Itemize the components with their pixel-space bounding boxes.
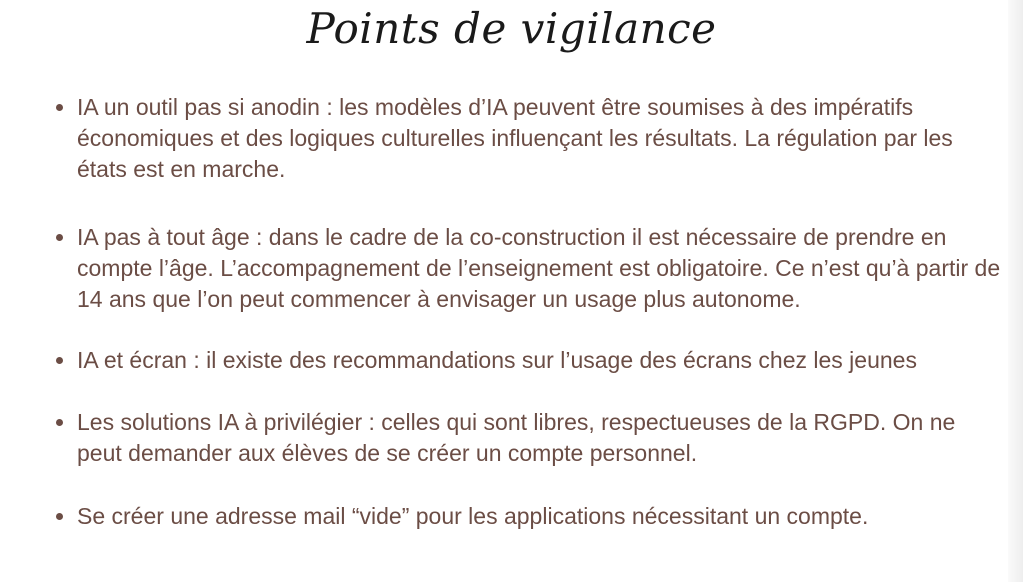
list-item-text: Les solutions IA à privilégier : celles qui sont libres, respectueuses de la RGPD. On ne peut demander aux élèves de se créer un compte personnel. bbox=[77, 409, 956, 466]
list-item-text: IA pas à tout âge : dans le cadre de la co-construction il est nécessaire de prendre en compte l’âge. L’accompagnement de l’enseignement est obligatoire. Ce n’est qu’à partir de 14 ans que l’on peut commencer à envisager un usage plus autonome. bbox=[77, 224, 1001, 312]
list-item bbox=[54, 222, 1004, 315]
list-item-text: IA et écran : il existe des recommandations sur l’usage des écrans chez les jeunes bbox=[77, 347, 917, 373]
list-item-text: IA un outil pas si anodin : les modèles d’IA peuvent être soumises à des impératifs économiques et des logiques culturelles influençant les résultats. La régulation par les états est en marche. bbox=[77, 94, 953, 182]
list-item bbox=[54, 501, 1004, 532]
page-edge-shadow bbox=[1008, 0, 1023, 582]
list-item bbox=[54, 92, 1004, 185]
bullet-icon bbox=[56, 513, 63, 520]
bullet-icon bbox=[56, 357, 63, 364]
list-item bbox=[54, 345, 1004, 376]
list-item-text: Se créer une adresse mail “vide” pour les applications nécessitant un compte. bbox=[77, 503, 869, 529]
slide-title: Points de vigilance bbox=[306, 4, 717, 53]
list-item bbox=[54, 407, 1004, 469]
bullet-icon bbox=[56, 104, 63, 111]
bullet-icon bbox=[56, 234, 63, 241]
bullet-icon bbox=[56, 419, 63, 426]
vigilance-list bbox=[54, 92, 1004, 532]
